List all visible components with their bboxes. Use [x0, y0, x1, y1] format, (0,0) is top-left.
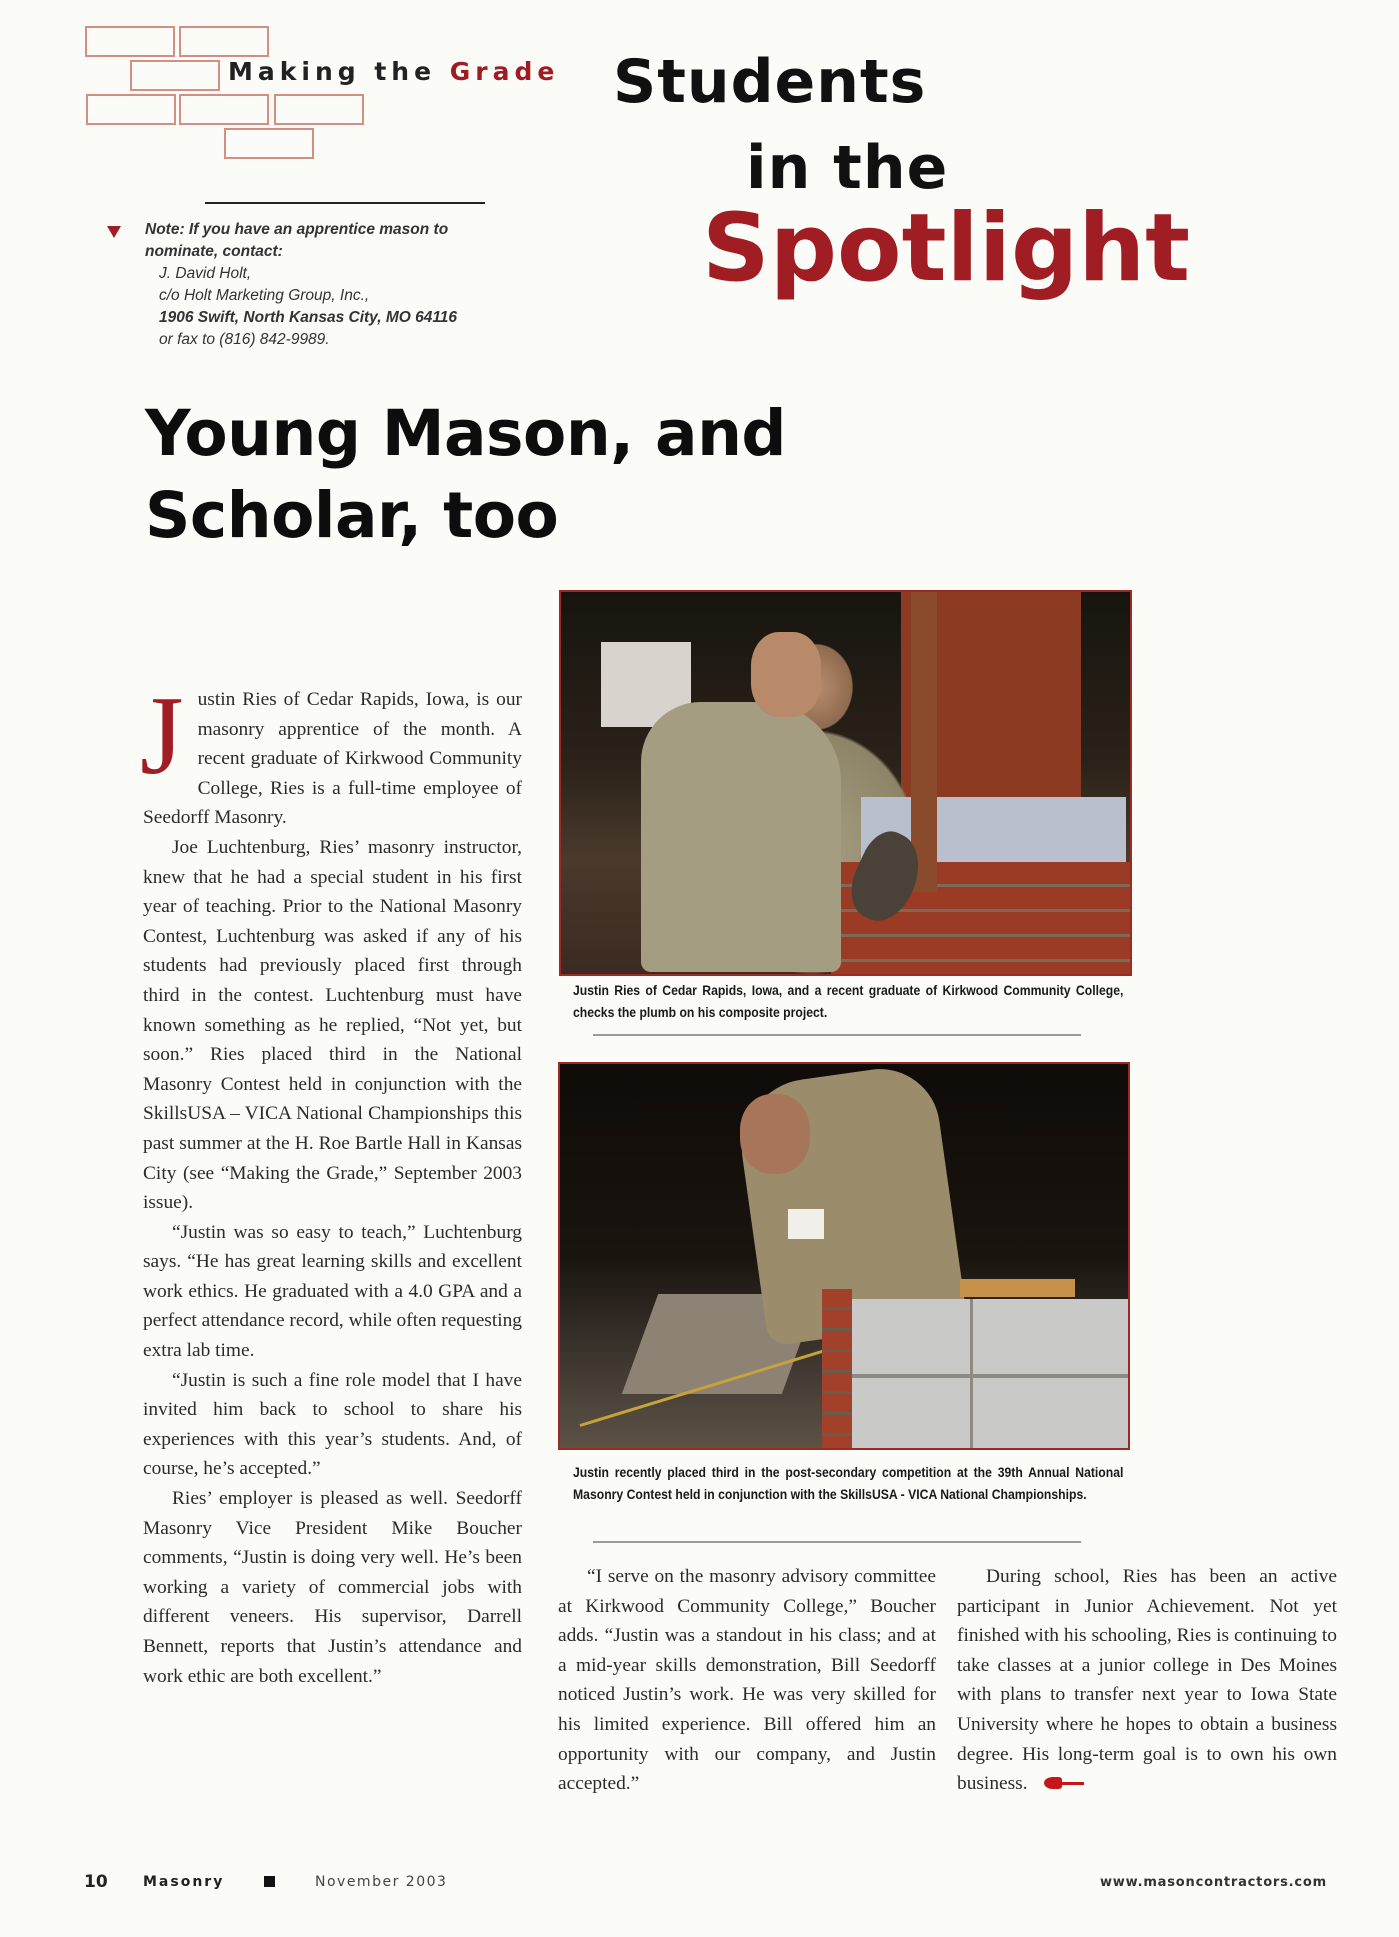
- article-headline: [145, 393, 925, 557]
- section-title-line1: Students: [613, 47, 927, 117]
- article-column-left: [140, 674, 523, 1691]
- page-number: 10: [84, 1872, 108, 1892]
- note-divider: [205, 202, 485, 204]
- article-paragraph: [957, 1562, 1337, 1799]
- section-title-line2: in the: [746, 133, 949, 203]
- square-separator-icon: [264, 1876, 275, 1887]
- note-contact-company: c/o Holt Marketing Group, Inc.,: [159, 287, 370, 304]
- paragraph-text: During school, Ries has been an active participant in Junior Achievement. Not yet finished with his schooling, Ries is continuing to take classes at a junior college in Des Moines with plans to transfer next year to Iowa State University where he hopes to obtain a business degree. His long-term goal is to own his own business.: [957, 1566, 1337, 1795]
- note-line: nominate, contact:: [145, 243, 283, 260]
- note-contact-name: J. David Holt,: [159, 265, 252, 282]
- photo-detail: [751, 632, 821, 717]
- article-column-right: [957, 1562, 1337, 1799]
- article-paragraph: Joe Luchtenburg, Ries’ masonry instructor, knew that he had a special student in his first year of teaching. Prior to the National Masonry Contest, Luchtenburg was asked if any of his students had previously placed first through third in the contest. Luchtenburg must have known something as he replied, “Not yet, but soon.” Ries placed third in the National Masonry Contest held in conjunction with the SkillsUSA – VICA National Championships this past summer at the H. Roe Bartle Hall in Kansas City (see “Making the Grade,” September 2003 issue).: [143, 836, 522, 1214]
- section-title-line3: Spotlight: [702, 194, 1191, 303]
- nomination-note: [145, 219, 565, 351]
- caption-divider: [593, 1034, 1081, 1036]
- photo-detail: [822, 1289, 852, 1450]
- kicker-accent: Grade: [449, 57, 560, 86]
- brick-shape: [224, 128, 314, 159]
- photo-detail: [830, 1299, 1130, 1450]
- article-paragraph: “Justin is such a fine role model that I have invited him back to school to share his experiences with this year’s students. And, of course, he’s accepted.”: [143, 1369, 522, 1480]
- photo-caption: Justin Ries of Cedar Rapids, Iowa, and a recent graduate of Kirkwood Community College, checks the plumb on his composite project.: [573, 983, 1124, 1021]
- kicker-text: Making the: [228, 57, 450, 86]
- brick-shape: [179, 26, 269, 57]
- photo-laying-brick: [558, 1062, 1130, 1450]
- magazine-name: Masonry: [143, 1874, 225, 1890]
- note-contact-address: 1906 Swift, North Kansas City, MO 64116: [159, 309, 458, 326]
- article-paragraph: “Justin was so easy to teach,” Luchtenburg says. “He has great learning skills and excellent work ethics. He graduated with a 4.0 GPA and a perfect attendance record, while often requesting extra lab time.: [143, 1221, 523, 1362]
- drop-cap: J: [140, 674, 184, 798]
- brick-shape: [85, 26, 175, 57]
- brick-shape: [130, 60, 220, 91]
- photo-detail: [788, 1209, 824, 1239]
- issue-date: November 2003: [315, 1874, 448, 1890]
- article-paragraph: “I serve on the masonry advisory committee at Kirkwood Community College,” Boucher adds. “Justin was a standout in his class; and at a mid-year skills demonstration, Bill Seedorff noticed Justin’s work. He was very skilled for his limited experience. Bill offered him an opportunity with our company, and Justin accepted.”: [558, 1566, 936, 1795]
- photo-detail: [960, 1279, 1075, 1297]
- article-paragraph: Ries’ employer is pleased as well. Seedorff Masonry Vice President Mike Boucher comments, “Justin is doing very well. He’s been working a variety of commercial jobs with different veneers. His supervisor, Darrell Bennett, reports that Justin’s attendance and work ethic are both excellent.”: [143, 1488, 522, 1687]
- article-column-middle: [558, 1562, 936, 1799]
- photo-caption: Justin recently placed third in the post-secondary competition at the 39th Annual National Masonry Contest held in conjunction with the SkillsUSA - VICA National Championships.: [573, 1465, 1124, 1503]
- paragraph-text: ustin Ries of Cedar Rapids, Iowa, is our masonry apprentice of the month. A recent graduate of Kirkwood Community College, Ries is a full-time employee of Seedorff Masonry.: [143, 689, 522, 829]
- trowel-end-mark-icon: [1044, 1776, 1088, 1790]
- section-kicker: [228, 57, 559, 86]
- brick-shape: [179, 94, 269, 125]
- note-contact-fax: or fax to (816) 842-9989.: [159, 331, 330, 348]
- photo-detail: [740, 1094, 810, 1174]
- brick-shape: [274, 94, 364, 125]
- brick-shape: [86, 94, 176, 125]
- headline-line: Scholar, too: [145, 479, 559, 552]
- headline-line: Young Mason, and: [145, 397, 787, 470]
- website-link[interactable]: www.masoncontractors.com: [1100, 1875, 1327, 1890]
- photo-plumb-check: [559, 590, 1132, 976]
- triangle-bullet-icon: [107, 226, 121, 238]
- caption-divider: [593, 1541, 1081, 1543]
- photo-detail: [641, 702, 841, 972]
- article-paragraph: [140, 674, 522, 833]
- note-line: Note: If you have an apprentice mason to: [145, 221, 449, 238]
